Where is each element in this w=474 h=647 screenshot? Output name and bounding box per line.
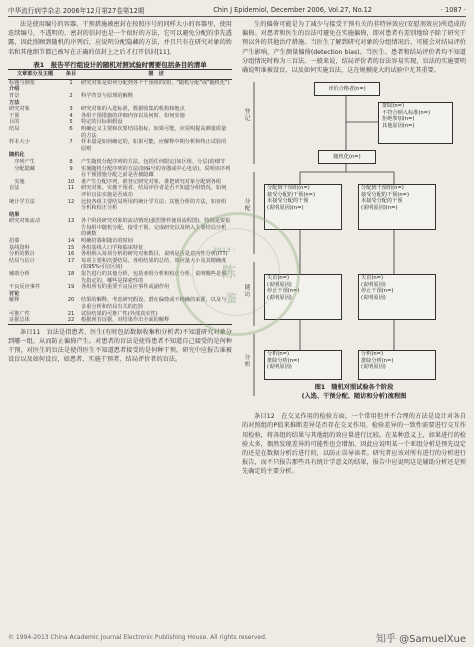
alloc-a-line: (说明原因)(n=): [267, 205, 304, 211]
checklist-section-cell: 辅助分析: [9, 271, 30, 278]
table-header-section: 文章部分及主题: [8, 70, 62, 80]
checklist-item-number: 20: [67, 297, 75, 304]
stage-label-analysis: 分析: [243, 354, 249, 368]
checklist-section-cell: 干预: [9, 112, 20, 119]
library-stamp-character-2: 鉴: [226, 292, 237, 305]
follow-b-line: (说明原因): [361, 281, 386, 288]
follow-a-line: (说明原因): [267, 295, 292, 301]
checklist-description: 根据现有证据，对结果作出全面的解释: [80, 317, 232, 324]
checklist-section-cell: 随机化: [9, 152, 25, 159]
checklist-description: 科学背景与原理的解释: [81, 93, 133, 99]
table-caption: 表1 报告平行组设计的随机对照试验时需要包括条目的清单: [33, 60, 207, 69]
checklist-item-number: 12: [67, 198, 75, 205]
checklist-section-cell: 介绍: [9, 86, 20, 93]
stage-label-follow-up: 随访: [243, 284, 249, 298]
checklist-description: 各个阶段研究对象的流动情况(强烈推荐使用流程图)，特别是要报告每组中随机分配、接受干预、完成研究以及纳入主要结局分析的例数: [81, 218, 231, 238]
checklist-item-number: 5: [69, 119, 73, 126]
header-journal-en: Chin J Epidemiol, December 2006, Vol.27, No.12: [213, 6, 372, 14]
checklist-item-number: 15: [67, 244, 75, 251]
checklist-item-number: 7: [69, 139, 73, 146]
checklist-section-cell: 不良反应事件: [9, 284, 41, 291]
checklist-item-number: 22: [62, 317, 80, 324]
checklist-section-cell: 基线资料: [9, 244, 30, 251]
checklist-section-cell: 样本大小: [9, 139, 30, 146]
follow-b-line: 停止干预(n=): [361, 288, 394, 295]
checklist-item-number: 1: [69, 79, 73, 86]
copyright-notice: © 1994-2013 China Academic Journal Electronic Publishing House. All rights reserved.: [8, 633, 267, 641]
box-analysis-group-b: [358, 350, 436, 380]
checklist-section-cell: 实施: [9, 178, 25, 185]
checklist-row: [8, 199, 232, 212]
alloc-a-line: 分配到干预组(n=): [267, 185, 310, 192]
header-page-number: · 1087 ·: [440, 6, 466, 14]
checklist-item-number: 10: [67, 178, 75, 185]
checklist-section-cell: 方法: [9, 99, 20, 106]
checklist-item-number: 14: [67, 238, 75, 245]
stage-label-allocation: 分配: [243, 198, 249, 212]
checklist-description: 明确定义主要和次要结局指标，如果可能，应说明提高测量质量的方法: [81, 125, 227, 139]
analysis-b-line: 分析(n=): [361, 351, 384, 358]
checklist-description: 各组纳入每项分析的研究对象数目，说明是否是意向性分析(ITT): [81, 251, 228, 258]
checklist-section-cell: 讨论: [9, 290, 20, 297]
left-bottom-paragraph: 条目11 盲法是指患者、医生(有时包括数据收集和分析者)不知道研究对象分到哪一组，从而防止偏倚产生。对患者的盲法是使得患者不知道自己接受的是何种干预，对医生的盲法是使得医生不知道患者接受的是何种干预。研究中应报告谁被设盲以及如何设盲，如患者、实施干预者、结局评价者的盲法。: [8, 328, 232, 364]
figure-caption-line-1: 图1 随机对照试验各个阶段: [314, 384, 394, 392]
analysis-a-line: 排除分析(n=): [267, 357, 300, 364]
checklist-section-cell: 研究对象流动: [9, 218, 41, 225]
box-follow-up-group-b: [358, 274, 436, 320]
checklist-row: [8, 86, 232, 93]
checklist-section-cell: 盲法: [9, 185, 20, 192]
checklist-section-cell: 解释: [9, 297, 20, 304]
excluded-line: 其他原因(n=): [382, 123, 415, 129]
box-assessed-eligibility: 评价合格者(n=): [314, 82, 380, 96]
checklist-description: 各组所有的重要不良反应事件或副作用: [81, 284, 170, 291]
table-header-description: 描 述: [80, 70, 232, 80]
checklist-row: [8, 185, 232, 198]
box-randomized: 随机化(n=): [318, 150, 376, 164]
checklist-description: 明确招募和随访的时间: [81, 238, 133, 245]
checklist-row: [8, 139, 232, 152]
checklist-item-number: 13: [67, 218, 75, 225]
checklist-section-cell: 可推广性: [9, 310, 30, 317]
checklist-description: 各组基线人口学和临床特征: [81, 244, 144, 251]
checklist-item-number: 8: [69, 158, 73, 165]
alloc-a-line: 接受分配的干预(n=): [267, 191, 315, 198]
checklist-section-cell: 统计学方法: [9, 198, 35, 205]
checklist-item-number: 16: [67, 251, 75, 258]
checklist-item-number: 17: [67, 257, 75, 264]
analysis-b-line: 排除分析(n=): [361, 357, 394, 364]
checklist-description: 报告进行的其他分析，包括亚组分析和校正分析，说明哪些是预先指定的，哪些是探索性的: [81, 271, 227, 284]
box-allocation-group-a: [264, 184, 342, 230]
library-stamp-character: 陈: [222, 265, 236, 281]
figure-caption-line-2: (入选、干预分配、随访和分析)流程图: [301, 392, 407, 400]
checklist-item-number: [62, 212, 80, 219]
checklist-item-number: 4: [69, 112, 73, 119]
checklist-description: 研究对象是如何分配到各个干预组的(如，"随机分配"或"随机化"): [81, 79, 230, 86]
checklist-row: [8, 79, 232, 86]
follow-a-line: 停止干预(n=): [267, 288, 300, 295]
box-excluded: [378, 102, 453, 144]
checklist-row: [8, 152, 232, 159]
left-intro-paragraph: 法是使用编号的容器。干预措施被密封在按照序号的同样大小的容器里，使用连续编号，不透明的、密封的信封也是一个很好的方法，它可以避免分配的事先透露，因此照顾到随机的序列后，应说明分配隐藏的方法，并且只有在研究对象的姓名和其他细节都已被写在正确的信封上之后才打开信封[11]。: [8, 21, 232, 56]
checklist-item-number: [62, 291, 80, 298]
follow-b-line: (说明原因): [361, 295, 386, 301]
alloc-b-line: 分配到干预组(n=): [361, 185, 404, 192]
checklist-item-number: 2: [69, 93, 73, 99]
table-header-item: 条目: [62, 70, 80, 80]
checklist-description: 产生随机分配序列的方法，包括任何限定(如区组、分层)的细节: [81, 158, 226, 165]
checklist-description: 研究对象、实施干预者、结局评价者是否不知道分组情况，如何评价盲法实施是否成功: [81, 185, 227, 198]
follow-a-line: (说明原因): [267, 281, 292, 288]
box-allocation-group-b: [358, 184, 436, 230]
page-footer: [8, 631, 466, 643]
checklist-section-cell: 分配隐藏: [9, 165, 35, 172]
checklist-section-cell: 结局与估计: [9, 257, 35, 264]
checklist-description: 试验结果的可推广性(外部真实性): [81, 310, 158, 317]
analysis-a-line: 分析(n=): [267, 351, 290, 358]
running-header: [8, 4, 466, 17]
right-intro-paragraph: 生的偏倚可能是为了减少与接受干预有关的非特异效应(安慰剂效应)所造成的偏倚。对患者和医生的盲法可避免在实施偏倚，即对患者有差别地给予除了研究干预以外的其他治疗措施。当医生了解到研究对象的分组情况后，可能会对结局评价产生影响，产生测量偏倚(detection bias)。当医生、患者和结局评价者均不知道分组情况时称为三盲法。一般来说，结局评价者的盲法容易实现，盲法的实施要明确说明谁被设盲，以及如何实施盲法，这在规模庞大的试验中尤其重要。: [242, 21, 466, 75]
checklist-item-number: [62, 86, 80, 93]
stage-label-enrollment: 登记: [243, 108, 249, 122]
checklist-section-cell: 证据总体: [8, 317, 62, 324]
checklist-row: [8, 166, 232, 179]
checklist-item-number: 9: [69, 165, 73, 172]
right-after-figure-paragraph: 条目12 在交叉作用的检验方面，一个常用但并不合理的方法是设计对各自的对照组的P值来推断差异是否存在交叉作用。检验差异的一致性需要进行交互作用检验，将各组的结果与其他组的效应量进行比较。在某种意义上，如果进行的检验太多，偶然发现差异的可能性也会增加，因此应说明某一个亚组分析是预先设定的还是在数据分析后进行的，以防止误导读者。研究者应该对所有进行的分析进行报告，而不只报告那些具有统计学意义的结果，报告中应说明这是辅助分析还是预先确定的主要分析。: [242, 413, 466, 476]
checklist-description: [80, 86, 232, 93]
checklist-item-number: 21: [67, 310, 75, 317]
checklist-row: [8, 159, 232, 166]
checklist-section-cell: 研究对象: [9, 106, 30, 113]
checklist-row: [8, 119, 232, 126]
header-journal-cn: 中华流行病学杂志 2006年12月第27卷第12期: [8, 7, 145, 15]
checklist-item-number: 6: [69, 125, 73, 132]
follow-b-line: 失访(n=): [361, 275, 384, 282]
checklist-item-number: 11: [67, 185, 75, 192]
checklist-row: [8, 93, 232, 100]
excluded-line: 排除(n=): [382, 103, 405, 110]
checklist-section-cell: 目的: [9, 119, 20, 126]
follow-a-line: 失访(n=): [267, 275, 290, 282]
checklist-section-cell: 招募: [9, 238, 20, 245]
box-analysis-group-a: [264, 350, 342, 380]
checklist-row: [8, 106, 232, 113]
checklist-description: 比较各组主要结局所用的统计学方法；其他分析的方法，如亚组分析和校正分析: [81, 198, 227, 212]
checklist-description: 研究对象的入选标准，数据收集的机构和地点: [81, 106, 185, 113]
zhihu-watermark: 知乎 @SamuelXue: [375, 633, 466, 645]
checklist-section-cell: 结局: [9, 125, 20, 132]
checklist-section-cell: 背景: [9, 93, 20, 99]
checklist-item-number: [62, 100, 80, 107]
checklist-description: 实施随机分配序列的方法(如编号的容器或中心电话)，说明该序列在干预措施分配之前是否被隐藏: [81, 165, 231, 179]
checklist-section-cell: 序列产生: [9, 158, 35, 165]
analysis-a-line: (说明原因): [267, 364, 292, 371]
checklist-description: 样本量是如何确定的，如果可能，应解释中期分析和终止试验的原则: [81, 139, 227, 152]
checklist-description: 结果的解释，考虑研究假设、潜在偏倚或不精确的来源，以及与多重分析和结局有关的危险: [81, 297, 227, 310]
checklist-item-number: 18: [67, 271, 75, 278]
library-stamp-year: · 2013 ·: [208, 246, 236, 254]
checklist-row: [8, 126, 232, 139]
excluded-line: 拒绝参加(n=): [382, 116, 415, 123]
checklist-description: 谁产生分配序列，谁登记研究对象，谁把研究对象分配到各组: [81, 178, 222, 185]
alloc-b-line: 接受分配的干预(n=): [361, 191, 409, 198]
checklist-section-cell: 结果: [9, 211, 20, 218]
checklist-item-number: 19: [67, 284, 75, 291]
checklist-item-number: [62, 152, 80, 159]
checklist-description: 各组干预措施的详细内容以及何时、如何实施: [81, 112, 185, 119]
analysis-b-line: (说明原因): [361, 364, 386, 371]
alloc-b-line: 未接受分配的干预: [361, 198, 403, 205]
excluded-line: 不符合纳入标准(n=): [382, 109, 430, 116]
checklist-section-cell: 分析的数目: [9, 251, 35, 258]
checklist-description: 特定的目标和假设: [81, 119, 123, 126]
checklist-section-cell: 标题与摘要: [9, 79, 35, 86]
alloc-a-line: 未接受分配的干预: [267, 198, 309, 205]
figure-caption: [242, 384, 466, 401]
checklist-description: 每项主要和次要结局，各组结果的总结、效应量大小及其精确度(如95%可信区间): [81, 257, 227, 271]
checklist-description: [80, 152, 232, 159]
checklist-item-number: 3: [69, 106, 73, 113]
alloc-b-line: (说明原因)(n=): [361, 205, 398, 211]
